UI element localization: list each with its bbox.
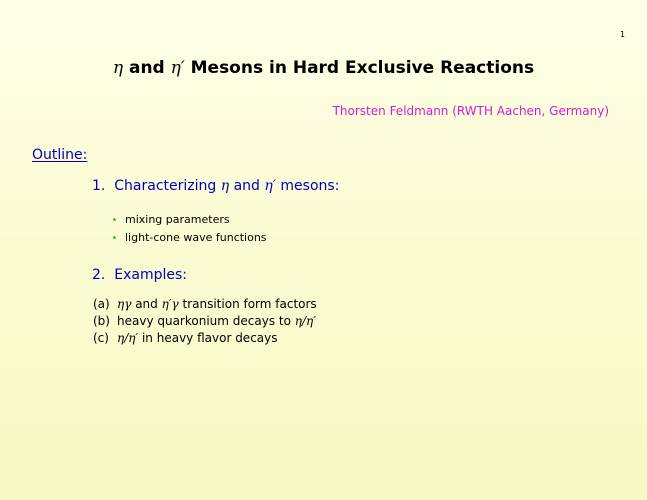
bullet-text: mixing parameters [125,213,230,226]
example-item [93,313,317,330]
section-2-number: 2. [92,267,106,283]
example-text: and [131,297,162,311]
section-1-heading [92,178,339,194]
bullet-item [111,211,267,229]
section-1-text-c: mesons: [275,178,340,194]
example-text: transition form factors [178,297,317,311]
title-eta-symbol: η [112,58,124,78]
example-tag: (a) [93,297,110,311]
star-bullet-icon: ⋆ [111,213,118,226]
page-number: 1 [620,30,626,39]
section-2-text: Examples: [114,267,188,283]
section-2-example-list [93,296,317,347]
section-1-bullet-list [111,211,267,247]
outline-heading: Outline: [32,147,88,163]
title-eta-prime-symbol: η′ [170,58,185,78]
example-math: ηγ [117,297,132,311]
example-text: heavy quarkonium decays to [117,314,295,328]
example-text: in heavy flavor decays [138,331,278,345]
slide-title [0,58,647,78]
example-item [93,330,317,347]
example-math: η/η′ [117,331,139,345]
example-math: η′γ [161,297,179,311]
example-tag: (c) [93,331,109,345]
section-1-text-b: and [229,178,265,194]
bullet-text: light-cone wave functions [125,231,267,244]
example-tag: (b) [93,314,110,328]
section-1-eta-prime-symbol: η′ [264,178,276,194]
bullet-item [111,229,267,247]
section-2-heading [92,267,187,283]
author-affiliation: Thorsten Feldmann (RWTH Aachen, Germany) [332,104,609,118]
star-bullet-icon: ⋆ [111,231,118,244]
title-text-and: and [123,58,171,78]
section-1-text-a: Characterizing [114,178,221,194]
section-1-number: 1. [92,178,106,194]
example-math: η/η′ [294,314,316,328]
example-item [93,296,317,313]
title-text-rest: Mesons in Hard Exclusive Reactions [184,58,535,78]
section-1-eta-symbol: η [220,178,230,194]
